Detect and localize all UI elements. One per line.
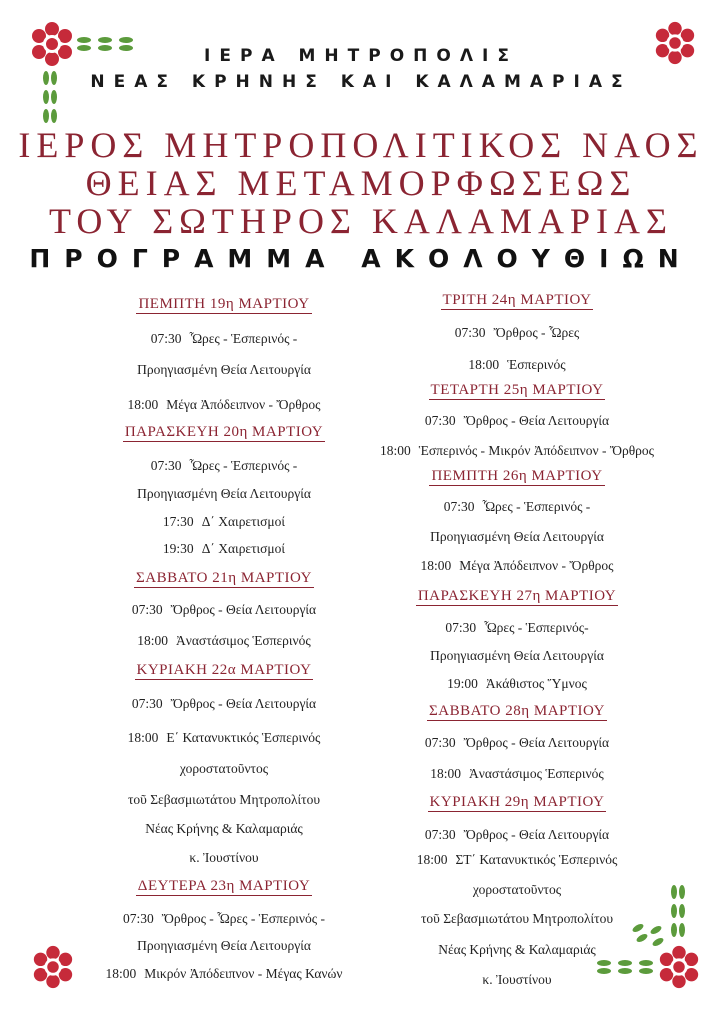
service-text: Ὄρθρος - Θεία Λειτουργία <box>170 696 317 711</box>
service-line <box>74 602 374 618</box>
service-text: χοροστατοῦντος <box>179 761 269 776</box>
service-time: 18:00 <box>137 633 168 648</box>
service-line <box>74 966 374 982</box>
service-text: Προηγιασμένη Θεία Λειτουργία <box>137 362 311 377</box>
service-line <box>74 730 374 746</box>
service-time: 19:30 <box>162 541 194 556</box>
right-day-heading <box>362 468 672 485</box>
church-title-line2: ΘΕΙΑΣ ΜΕΤΑΜΟΡΦΩΣΕΩΣ <box>85 163 637 203</box>
left-day-heading <box>74 878 374 895</box>
service-line <box>362 558 672 574</box>
service-line <box>74 397 374 413</box>
service-line <box>362 325 672 341</box>
service-text: Ἀναστάσιμος Ἑσπερινός <box>469 766 604 781</box>
service-line <box>362 620 672 636</box>
service-time: 18:00 <box>420 558 452 573</box>
day-heading-label: ΣΑΒΒΑΤΟ 21η ΜΑΡΤΙΟΥ <box>136 570 312 586</box>
church-title-line1: ΙΕΡΟΣ ΜΗΤΡΟΠΟΛΙΤΙΚΟΣ ΝΑΟΣ <box>18 125 704 165</box>
service-text: Ε΄ Κατανυκτικός Ἑσπερινός <box>166 730 321 745</box>
service-line <box>362 827 672 843</box>
service-text: Προηγιασμένη Θεία Λειτουργία <box>430 648 604 663</box>
service-text: Δ΄ Χαιρετισμοί <box>201 541 286 556</box>
service-time: 18:00 <box>430 766 461 781</box>
day-heading-label: ΚΥΡΙΑΚΗ 29η ΜΑΡΤΙΟΥ <box>429 794 605 810</box>
service-text: κ. Ἰουστίνου <box>482 972 552 987</box>
service-text: Προηγιασμένη Θεία Λειτουργία <box>430 529 604 544</box>
service-line <box>74 696 374 712</box>
service-line <box>74 761 374 777</box>
service-text: Νέας Κρήνης & Καλαμαριάς <box>145 821 303 836</box>
service-time: 07:30 <box>122 911 154 926</box>
day-heading-label: ΠΑΡΑΣΚΕΥΗ 27η ΜΑΡΤΙΟΥ <box>417 588 617 604</box>
service-line <box>74 911 374 927</box>
left-day-heading <box>74 662 374 679</box>
service-line <box>362 443 672 459</box>
left-day-heading <box>74 296 374 313</box>
service-line <box>362 529 672 545</box>
service-time: 07:30 <box>150 458 182 473</box>
service-time: 19:00 <box>447 676 478 691</box>
day-heading-label: ΣΑΒΒΑΤΟ 28η ΜΑΡΤΙΟΥ <box>429 703 605 719</box>
service-line <box>362 499 672 515</box>
service-line <box>362 766 672 782</box>
service-text: Δ΄ Χαιρετισμοί <box>201 514 286 529</box>
service-text: Ὧρες - Ἑσπερινός - <box>189 331 298 346</box>
service-text: τοῦ Σεβασμιωτάτου Μητροπολίτου <box>127 792 321 807</box>
service-time: 07:30 <box>424 735 456 750</box>
service-line <box>362 911 672 927</box>
service-line <box>74 938 374 954</box>
service-time: 18:00 <box>379 443 411 458</box>
service-time: 07:30 <box>150 331 182 346</box>
service-line <box>362 735 672 751</box>
service-text: κ. Ἰουστίνου <box>189 850 259 865</box>
service-line <box>362 648 672 664</box>
service-text: Ὧρες - Ἑσπερινός- <box>484 620 589 635</box>
right-day-heading <box>362 794 672 811</box>
service-text: ΣΤ΄ Κατανυκτικός Ἑσπερινός <box>455 852 618 867</box>
service-line <box>74 821 374 837</box>
left-day-heading <box>74 424 374 441</box>
service-line <box>74 458 374 474</box>
flower-ornament-bottom-left <box>30 944 76 990</box>
service-time: 07:30 <box>424 413 456 428</box>
service-time: 18:00 <box>127 397 159 412</box>
service-text: Προηγιασμένη Θεία Λειτουργία <box>137 938 311 953</box>
day-heading-label: ΤΕΤΑΡΤΗ 25η ΜΑΡΤΙΟΥ <box>430 382 604 398</box>
service-text: Ὄρθρος - Θεία Λειτουργία <box>463 413 610 428</box>
service-line <box>74 514 374 530</box>
service-line <box>74 362 374 378</box>
service-line <box>74 331 374 347</box>
church-title-line3: ΤΟΥ ΣΩΤΗΡΟΣ ΚΑΛΑΜΑΡΙΑΣ <box>49 201 673 241</box>
service-text: Νέας Κρήνης & Καλαμαριάς <box>438 942 596 957</box>
service-text: Ὄρθρος - Θεία Λειτουργία <box>170 602 317 617</box>
service-line <box>362 972 672 988</box>
service-line <box>362 676 672 692</box>
service-text: Ὄρθρος - Ὧρες <box>493 325 580 340</box>
day-heading-label: ΠΕΜΠΤΗ 26η ΜΑΡΤΙΟΥ <box>431 468 603 484</box>
service-time: 18:00 <box>127 730 159 745</box>
service-time: 07:30 <box>445 620 477 635</box>
service-text: Ἀκάθιστος Ὕμνος <box>485 676 587 691</box>
service-time: 17:30 <box>162 514 194 529</box>
service-text: Μέγα Ἀπόδειπνον - Ὄρθρος <box>166 397 321 412</box>
service-text: Ὄρθρος - Θεία Λειτουργία <box>463 735 610 750</box>
service-time: 07:30 <box>443 499 475 514</box>
service-time: 18:00 <box>416 852 448 867</box>
service-text: Ὧρες - Ἑσπερινός - <box>189 458 298 473</box>
service-text: τοῦ Σεβασμιωτάτου Μητροπολίτου <box>420 911 614 926</box>
service-time: 07:30 <box>131 602 163 617</box>
service-line <box>74 633 374 649</box>
right-day-heading <box>362 703 672 720</box>
service-text: Μικρόν Ἀπόδειπνον - Μέγας Κανών <box>144 966 343 981</box>
service-text: Ὧρες - Ἑσπερινός - <box>482 499 591 514</box>
service-text: Προηγιασμένη Θεία Λειτουργία <box>137 486 311 501</box>
service-line <box>74 486 374 502</box>
day-heading-label: ΠΑΡΑΣΚΕΥΗ 20η ΜΑΡΤΙΟΥ <box>124 424 324 440</box>
right-day-heading <box>362 588 672 605</box>
service-text: Ἑσπερινός <box>507 357 566 372</box>
service-time: 18:00 <box>105 966 137 981</box>
service-text: Ἀναστάσιμος Ἑσπερινός <box>176 633 311 648</box>
day-heading-label: ΤΡΙΤΗ 24η ΜΑΡΤΙΟΥ <box>442 292 592 308</box>
day-heading-label: ΚΥΡΙΑΚΗ 22α ΜΑΡΤΙΟΥ <box>136 662 312 678</box>
day-heading-label: ΠΕΜΠΤΗ 19η ΜΑΡΤΙΟΥ <box>138 296 310 312</box>
left-day-heading <box>74 570 374 587</box>
program-title: ΠΡΟΓΡΑΜΜΑ ΑΚΟΛΟΥΘΙΩΝ <box>29 244 693 273</box>
service-time: 07:30 <box>454 325 486 340</box>
service-text: χοροστατοῦντος <box>472 882 562 897</box>
service-line <box>362 942 672 958</box>
service-text: Μέγα Ἀπόδειπνον - Ὄρθρος <box>459 558 614 573</box>
service-line <box>362 357 672 373</box>
service-line <box>362 852 672 868</box>
metropolis-title-line2: ΝΕΑΣ ΚΡΗΝΗΣ ΚΑΙ ΚΑΛΑΜΑΡΙΑΣ <box>90 72 632 92</box>
service-line <box>362 413 672 429</box>
right-day-heading <box>362 292 672 309</box>
service-line <box>74 792 374 808</box>
service-text: Ὄρθρος - Θεία Λειτουργία <box>463 827 610 842</box>
service-line <box>74 850 374 866</box>
day-heading-label: ΔΕΥΤΕΡΑ 23η ΜΑΡΤΙΟΥ <box>137 878 311 894</box>
service-text: Ἑσπερινός - Μικρόν Ἀπόδειπνον - Ὄρθρος <box>418 443 654 458</box>
service-time: 07:30 <box>131 696 163 711</box>
right-day-heading <box>362 382 672 399</box>
service-time: 18:00 <box>468 357 500 372</box>
service-time: 07:30 <box>424 827 456 842</box>
metropolis-title-line1: ΙΕΡΑ ΜΗΤΡΟΠΟΛΙΣ <box>204 46 518 66</box>
service-text: Ὄρθρος - Ὧρες - Ἑσπερινός - <box>161 911 326 926</box>
service-line <box>74 541 374 557</box>
service-line <box>362 882 672 898</box>
